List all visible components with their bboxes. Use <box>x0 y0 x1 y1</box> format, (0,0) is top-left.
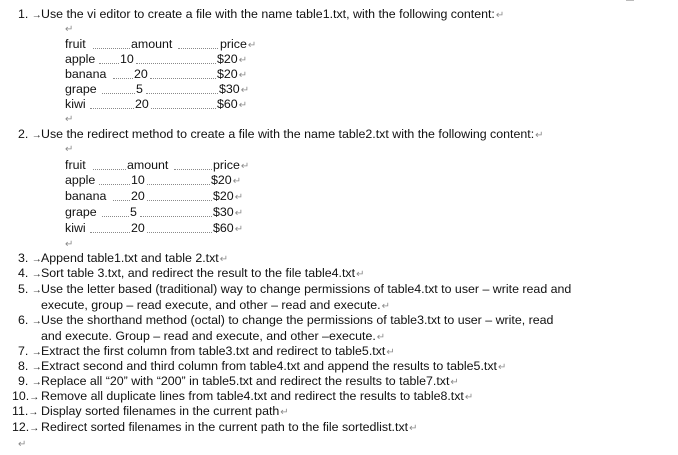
table-cell: $30 <box>219 82 240 96</box>
paragraph-mark-icon: ↵ <box>376 332 386 343</box>
paragraph-mark-icon: ↵ <box>409 423 418 434</box>
paragraph-mark-icon: ↵ <box>234 192 244 203</box>
item-text: and execute. Group – read and execute, and other –execute. <box>41 329 376 343</box>
tab-arrow-icon: → <box>31 285 42 296</box>
item-number: 8. <box>18 359 29 373</box>
paragraph-mark-icon: ↵ <box>65 144 74 155</box>
table-cell: $20 <box>217 67 238 81</box>
paragraph-mark-icon: ↵ <box>247 40 257 51</box>
table-cell: amount <box>127 158 169 172</box>
paragraph-mark-icon: ↵ <box>464 392 474 403</box>
table-cell: grape <box>65 205 97 219</box>
table-cell: price <box>220 37 247 51</box>
table-cell: fruit <box>65 158 86 172</box>
table-cell: 20 <box>134 67 148 81</box>
table-cell: 20 <box>135 97 149 111</box>
tab-arrow-icon: → <box>31 254 42 265</box>
table-cell: $20 <box>217 52 238 66</box>
tab-arrow-icon: → <box>31 10 42 21</box>
item-text: Display sorted filenames in the current path <box>41 404 280 418</box>
paragraph-mark-icon: ↵ <box>65 24 74 35</box>
table-cell: $60 <box>213 221 234 235</box>
tab-arrow-icon: → <box>31 269 42 280</box>
table-cell: 5 <box>136 82 143 96</box>
item-number: 7. <box>18 344 29 358</box>
paragraph-mark-icon: ↵ <box>280 407 289 418</box>
item-text: Replace all “20” with “200” in table5.txt and redirect the results to table7.txt <box>41 374 450 388</box>
tab-arrow-icon: → <box>31 316 42 327</box>
item-number: 12. <box>12 420 30 434</box>
table-cell: banana <box>65 189 107 203</box>
table-cell: banana <box>65 67 107 81</box>
paragraph-mark-icon: ↵ <box>65 239 74 250</box>
item-text: Extract second and third column from table4.txt and append the results to table5.txt <box>41 359 497 373</box>
table-cell: amount <box>131 37 173 51</box>
paragraph-mark-icon: ↵ <box>495 10 505 21</box>
item-text: execute, group – read execute, and other – read and execute. <box>41 298 381 312</box>
table-cell: grape <box>65 82 97 96</box>
item-text: Append table1.txt and table 2.txt <box>41 251 219 265</box>
paragraph-mark-icon: ↵ <box>238 70 248 81</box>
paragraph-mark-icon: ↵ <box>356 269 365 280</box>
tab-arrow-icon: → <box>28 407 39 418</box>
paragraph-mark-icon: ↵ <box>238 55 248 66</box>
paragraph-mark-icon: ↵ <box>234 224 244 235</box>
paragraph-mark-icon: ↵ <box>381 301 390 312</box>
tab-arrow-icon: → <box>29 423 40 434</box>
paragraph-mark-icon: ↵ <box>386 347 395 358</box>
item-number: 10. <box>12 389 30 403</box>
item-text: Use the vi editor to create a file with the name table1.txt, with the following content: <box>41 7 495 21</box>
table-cell: 20 <box>131 189 145 203</box>
paragraph-mark-icon: ↵ <box>232 176 242 187</box>
item-text: Extract the first column from table3.txt and redirect to table5.txt <box>41 344 386 358</box>
item-text: Remove all duplicate lines from table4.txt and redirect the results to table8.txt <box>41 389 464 403</box>
table-cell: kiwi <box>65 97 86 111</box>
item-number: 6. <box>18 313 29 327</box>
item-text: Redirect sorted filenames in the current path to the file sortedlist.txt <box>41 420 409 434</box>
table-cell: price <box>213 158 240 172</box>
paragraph-mark-icon: ↵ <box>238 100 248 111</box>
paragraph-mark-icon: ↵ <box>240 85 250 96</box>
paragraph-mark-icon: ↵ <box>535 130 544 141</box>
item-number: 2. <box>18 127 29 141</box>
item-text: Use the shorthand method (octal) to change the permissions of table3.txt to user – write, read <box>41 313 554 327</box>
table-cell: $30 <box>213 205 234 219</box>
page-corner-mark <box>626 0 634 5</box>
item-number: 1. <box>18 7 29 21</box>
table-cell: $20 <box>213 189 234 203</box>
tab-arrow-icon: → <box>31 362 42 373</box>
item-text: Use the redirect method to create a file with the name table2.txt with the following content: <box>41 127 535 141</box>
table-cell: 20 <box>131 221 145 235</box>
paragraph-mark-icon: ↵ <box>240 161 250 172</box>
tab-arrow-icon: → <box>31 130 42 141</box>
tab-arrow-icon: → <box>31 347 42 358</box>
paragraph-mark-icon: ↵ <box>234 208 244 219</box>
item-number: 11. <box>12 404 29 418</box>
tab-arrow-icon: → <box>29 392 40 403</box>
table-cell: kiwi <box>65 221 86 235</box>
paragraph-mark-icon: ↵ <box>65 114 74 125</box>
paragraph-mark-icon: ↵ <box>497 362 507 373</box>
table-cell: 5 <box>130 205 137 219</box>
item-number: 4. <box>18 266 29 280</box>
item-number: 3. <box>18 251 29 265</box>
table-cell: 10 <box>120 52 134 66</box>
paragraph-mark-icon: ↵ <box>219 254 229 265</box>
table-cell: apple <box>65 173 96 187</box>
paragraph-mark-icon: ↵ <box>18 439 27 450</box>
item-number: 9. <box>18 374 29 388</box>
table-cell: $20 <box>211 173 232 187</box>
item-text: Sort table 3.txt, and redirect the result to the file table4.txt <box>41 266 356 280</box>
table-cell: fruit <box>65 37 86 51</box>
tab-arrow-icon: → <box>31 377 42 388</box>
table-cell: $60 <box>217 97 238 111</box>
item-number: 5. <box>18 282 29 296</box>
paragraph-mark-icon: ↵ <box>450 377 459 388</box>
table-cell: 10 <box>131 173 145 187</box>
table-cell: apple <box>65 52 96 66</box>
item-text: Use the letter based (traditional) way to change permissions of table4.txt to user – write read and <box>41 282 572 296</box>
